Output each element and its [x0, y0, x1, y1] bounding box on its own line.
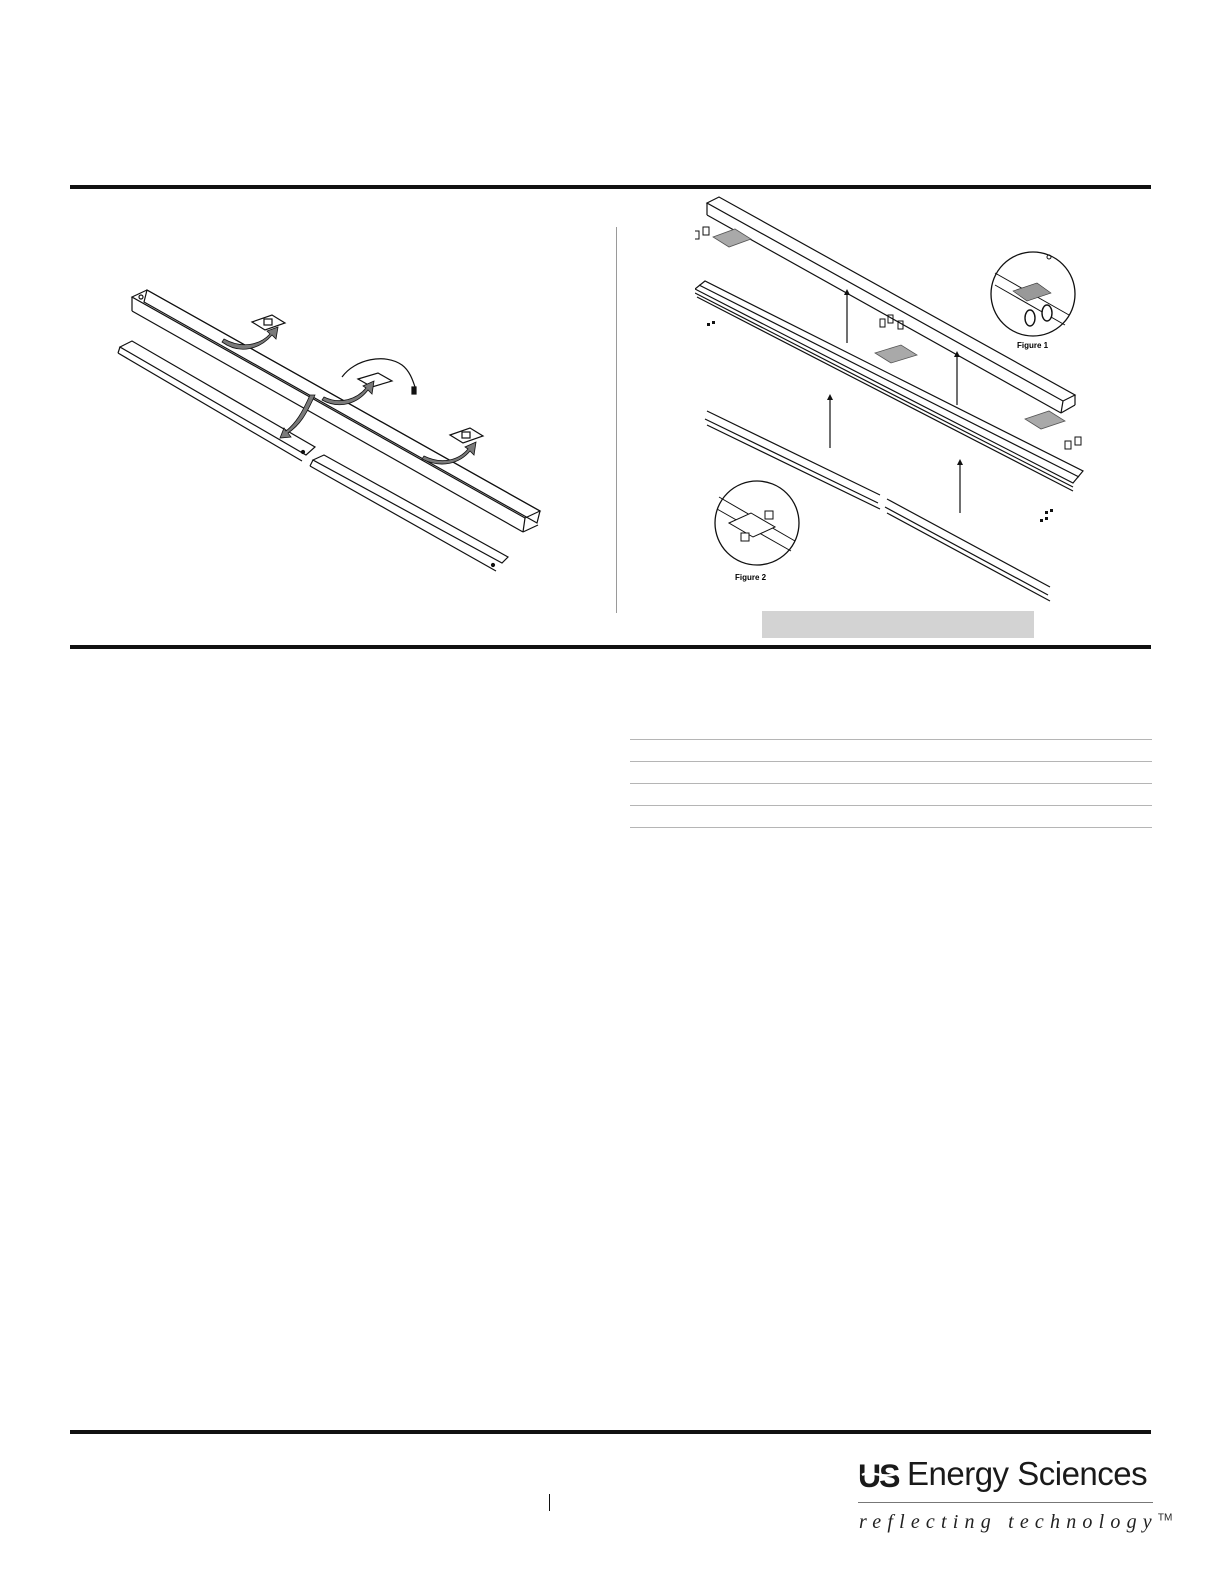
reflector-install-illustration [110, 275, 550, 585]
figure1-detail [991, 252, 1075, 350]
company-logo [858, 1455, 1173, 1538]
table-row [630, 740, 1152, 762]
figure-divider [616, 227, 617, 613]
figure2-label: Figure 2 [735, 573, 767, 582]
fixture-assembly-illustration [695, 193, 1105, 623]
table-row [630, 784, 1152, 806]
figure1-label: Figure 1 [1017, 341, 1049, 350]
footer-separator [549, 1494, 550, 1511]
middle-rule [70, 645, 1151, 649]
logo-company-name: Energy Sciences [907, 1455, 1148, 1492]
top-rule [70, 185, 1151, 189]
us-logo-mark [858, 1458, 902, 1492]
figure-caption-bar [762, 611, 1034, 638]
svg-text:US: US [858, 1458, 899, 1492]
figure2-detail [715, 481, 799, 582]
footer-rule [70, 1430, 1151, 1434]
logo-tagline: reflecting technology™ [859, 1511, 1173, 1533]
spec-table [630, 718, 1152, 828]
table-row [630, 762, 1152, 784]
logo-divider [858, 1502, 1153, 1503]
table-row [630, 718, 1152, 740]
table-row [630, 806, 1152, 828]
